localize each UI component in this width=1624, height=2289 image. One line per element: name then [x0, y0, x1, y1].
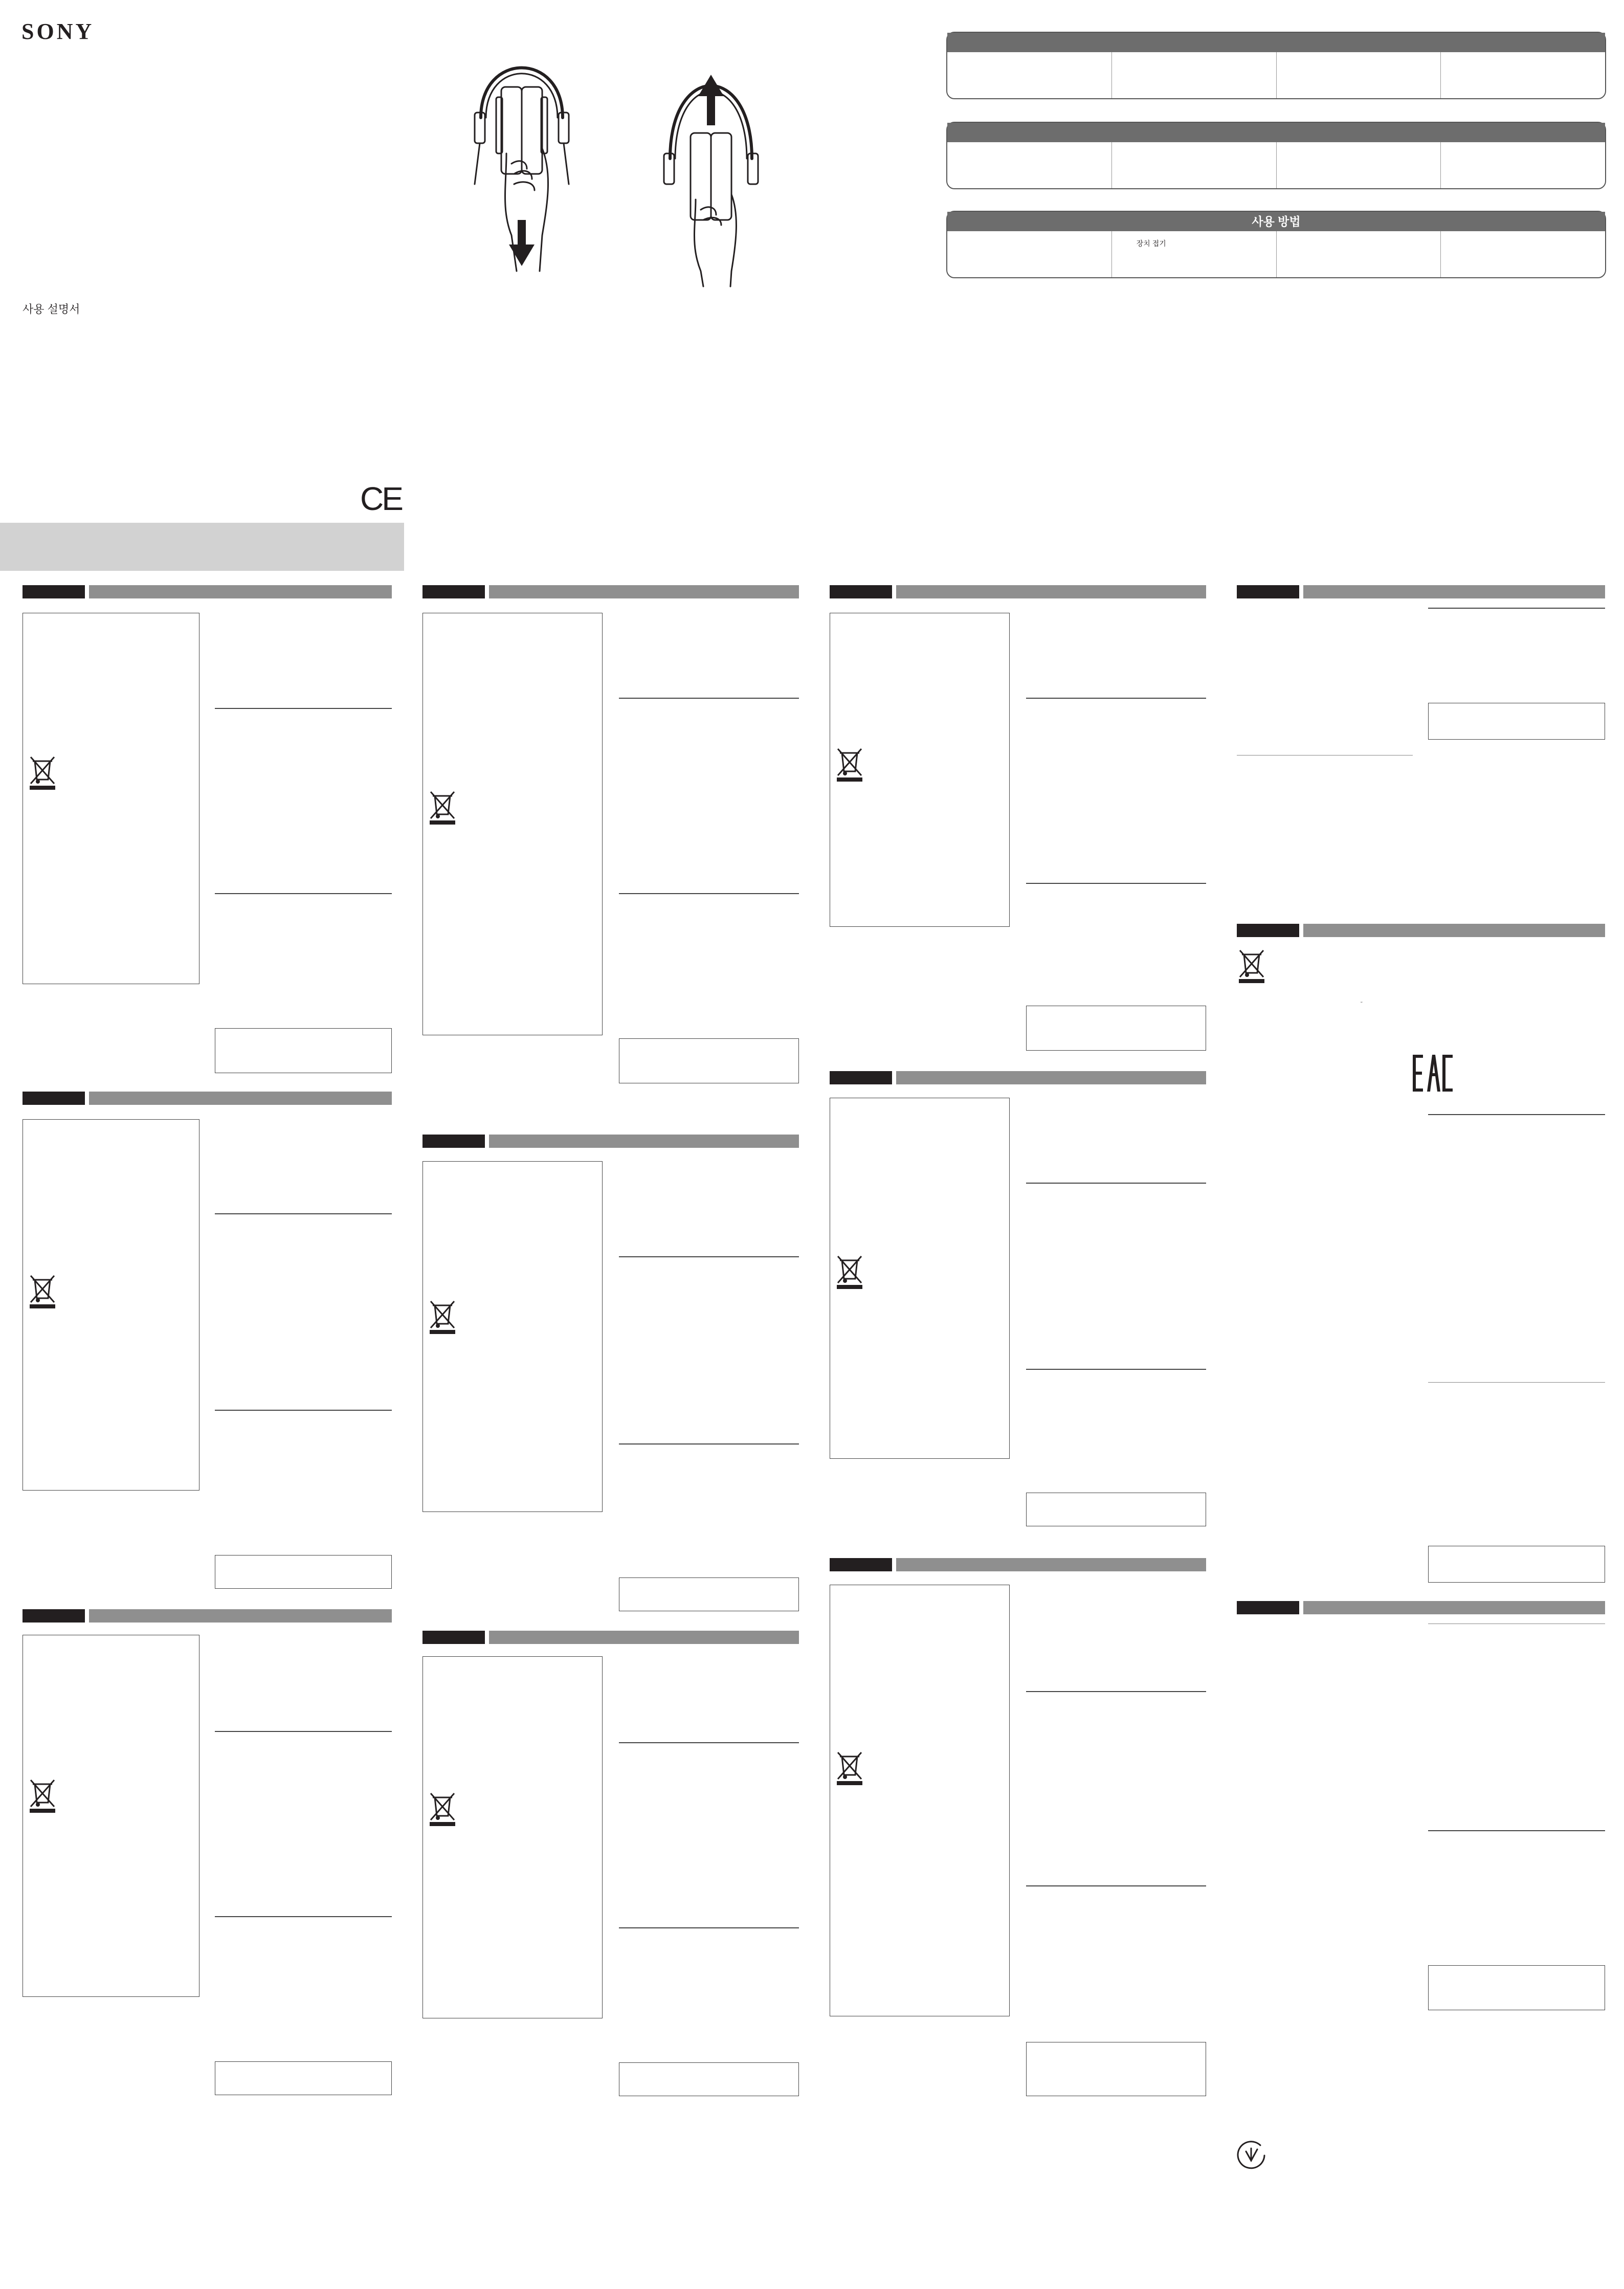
- usage-panel: [946, 211, 1606, 278]
- divider: [1428, 1114, 1605, 1115]
- arrow-up-icon: [698, 75, 724, 125]
- section-header: [830, 1558, 1206, 1571]
- section-header: [422, 585, 799, 598]
- note-box: [215, 1028, 392, 1073]
- section-header: [1237, 924, 1605, 937]
- crossed-out-wheelie-bin-icon: [428, 1790, 457, 1827]
- crossed-out-wheelie-bin-icon: [835, 746, 864, 783]
- note-box: [1428, 1965, 1605, 2010]
- divider: [1026, 1885, 1206, 1886]
- section-header: [23, 1609, 392, 1623]
- eac-mark: [1361, 1002, 1454, 1094]
- note-box: [619, 1038, 799, 1083]
- divider: [619, 1256, 799, 1257]
- section-box: [422, 1161, 603, 1512]
- divider: [1026, 1691, 1206, 1692]
- crossed-out-wheelie-bin-icon: [428, 789, 457, 826]
- eac-mark-text: EAC: [1361, 1002, 1363, 1003]
- crossed-out-wheelie-bin-icon: [28, 1777, 57, 1814]
- section-box: [23, 613, 199, 984]
- section-header: [1237, 585, 1605, 598]
- panel-header: [947, 33, 1605, 52]
- usage-panel-header: 사용 방법: [947, 212, 1605, 231]
- panel-header: [947, 123, 1605, 142]
- crossed-out-wheelie-bin-icon: [28, 754, 57, 791]
- document-title: 사용 설명서: [23, 303, 80, 316]
- note-box: [1026, 1006, 1206, 1051]
- section-box: [23, 1635, 199, 1997]
- sony-logo: SONY: [21, 19, 95, 44]
- divider: [1026, 1183, 1206, 1184]
- divider: [215, 893, 392, 894]
- note-box: [1428, 703, 1605, 740]
- divider: [1428, 1830, 1605, 1831]
- divider: [619, 1443, 799, 1444]
- instruction-panel-2: [946, 122, 1606, 189]
- instruction-panel-1: [946, 32, 1606, 99]
- section-header: [23, 1092, 392, 1105]
- headphone-folding-illustration: [450, 31, 818, 286]
- divider: [619, 1927, 799, 1928]
- note-box: [619, 1577, 799, 1611]
- divider: [1026, 883, 1206, 884]
- crossed-out-wheelie-bin-icon: [835, 1749, 864, 1786]
- divider: [619, 698, 799, 699]
- section-header: [422, 1135, 799, 1148]
- divider: [619, 893, 799, 894]
- note-box: [1026, 2042, 1206, 2096]
- section-header: [830, 1071, 1206, 1084]
- note-box: [215, 2061, 392, 2095]
- section-header: [830, 585, 1206, 598]
- crossed-out-wheelie-bin-icon: [28, 1273, 57, 1309]
- divider: [1026, 1369, 1206, 1370]
- note-box: [1026, 1493, 1206, 1526]
- divider: [1428, 1382, 1605, 1383]
- divider: [1428, 608, 1605, 609]
- section-box: [422, 1656, 603, 2018]
- ce-mark: CE: [360, 480, 402, 517]
- section-box: [830, 1585, 1010, 2016]
- crossed-out-wheelie-bin-icon: [835, 1253, 864, 1290]
- usage-step-label: 장치 접기: [1136, 239, 1166, 248]
- section-header: [1237, 1601, 1605, 1614]
- divider: [1026, 698, 1206, 699]
- crossed-out-wheelie-bin-icon: [1237, 947, 1266, 984]
- divider: [215, 1410, 392, 1411]
- recycle-mark-icon: [1235, 2138, 1267, 2171]
- grey-band: [0, 523, 404, 571]
- section-header: [23, 585, 392, 598]
- note-box: [619, 2062, 799, 2096]
- section-header: [422, 1631, 799, 1644]
- divider: [619, 1742, 799, 1743]
- divider: [215, 1213, 392, 1214]
- note-box: [1428, 1546, 1605, 1583]
- crossed-out-wheelie-bin-icon: [428, 1298, 457, 1335]
- divider: [215, 1916, 392, 1917]
- divider: [215, 708, 392, 709]
- note-box: [215, 1555, 392, 1589]
- divider: [215, 1731, 392, 1732]
